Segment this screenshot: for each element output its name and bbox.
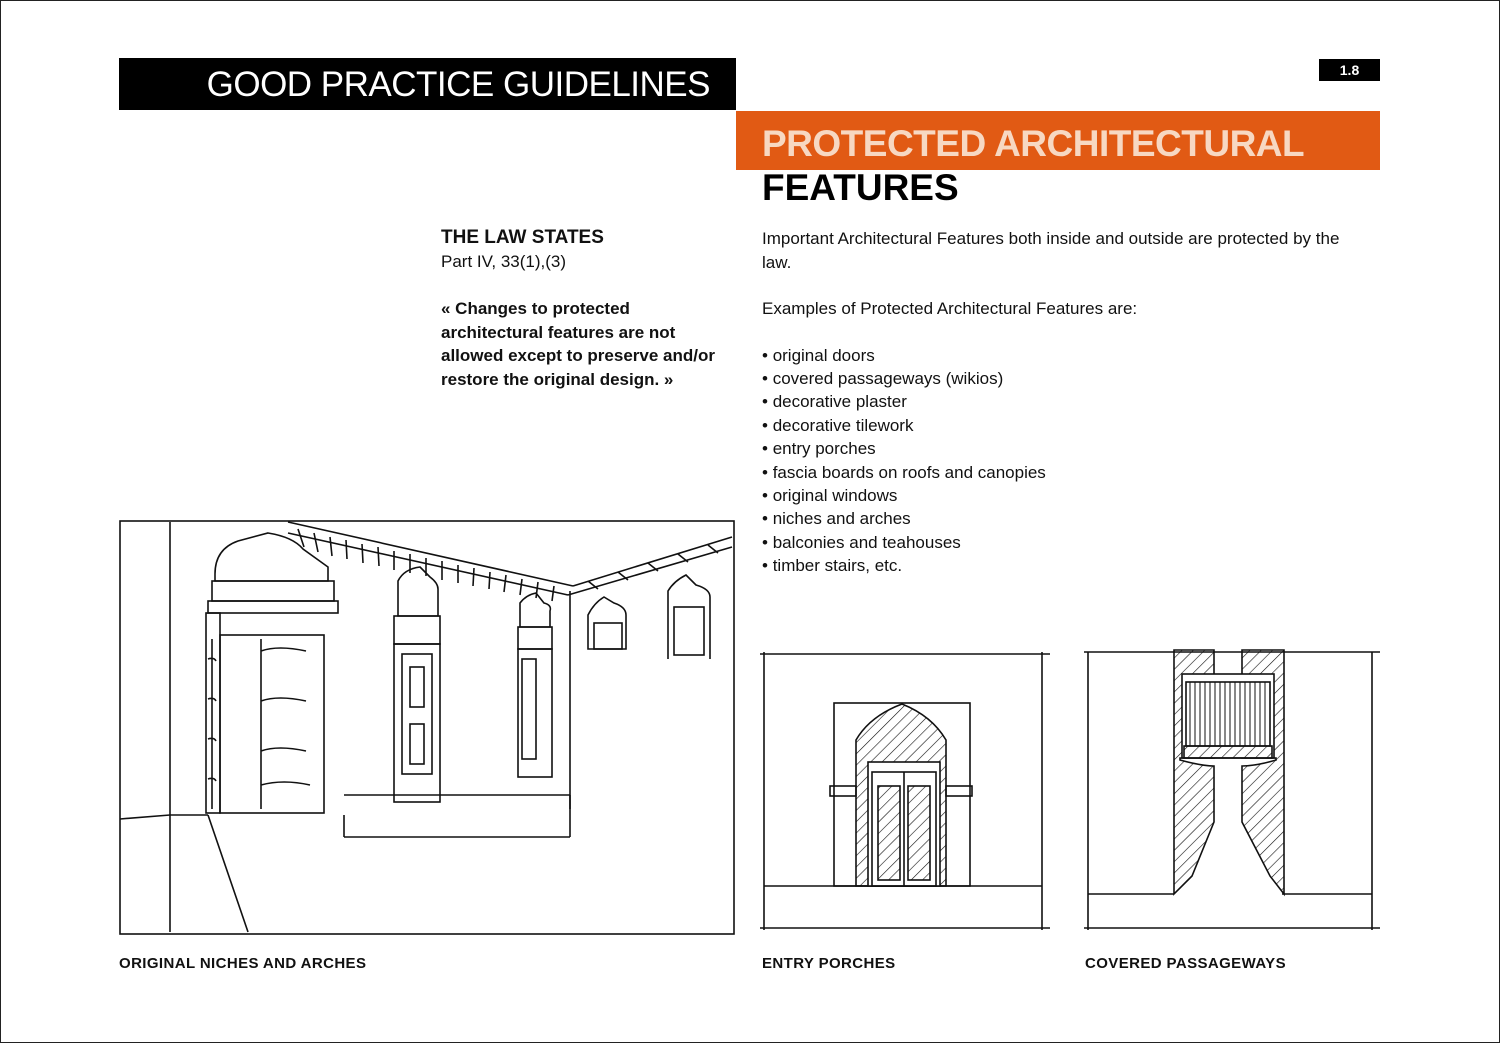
caption-entry-porches: ENTRY PORCHES (762, 955, 896, 972)
header-title: GOOD PRACTICE GUIDELINES (119, 58, 736, 110)
law-heading: THE LAW STATES (441, 227, 604, 248)
niches-arches-drawing (118, 519, 736, 937)
law-reference: Part IV, 33(1),(3) (441, 252, 567, 271)
law-block (441, 226, 731, 391)
list-item: • decorative plaster (762, 390, 1362, 413)
law-quote: « Changes to protected architectural features are not allowed except to preserve and/or restore the original design. » (441, 299, 715, 389)
entry-porch-drawing (760, 646, 1050, 936)
examples-heading: Examples of Protected Architectural Features are: (762, 299, 1138, 318)
list-item: • original windows (762, 484, 1362, 507)
list-item: • original doors (762, 344, 1362, 367)
covered-passageway-drawing (1084, 646, 1380, 936)
intro-block (762, 227, 1362, 578)
section-title-line2: FEATURES (762, 167, 959, 208)
page-number: 1.8 (1319, 59, 1380, 81)
list-item: • timber stairs, etc. (762, 554, 1362, 577)
list-item: • fascia boards on roofs and canopies (762, 461, 1362, 484)
caption-niches-arches: ORIGINAL NICHES AND ARCHES (119, 955, 367, 972)
caption-covered-passageways: COVERED PASSAGEWAYS (1085, 955, 1286, 972)
list-item: • niches and arches (762, 507, 1362, 530)
list-item: • balconies and teahouses (762, 531, 1362, 554)
list-item: • entry porches (762, 437, 1362, 460)
list-item: • covered passageways (wikios) (762, 367, 1362, 390)
examples-list (762, 344, 1362, 578)
list-item: • decorative tilework (762, 414, 1362, 437)
intro-paragraph: Important Architectural Features both inside and outside are protected by the law. (762, 229, 1340, 272)
section-title-line1: PROTECTED ARCHITECTURAL (762, 123, 1305, 164)
